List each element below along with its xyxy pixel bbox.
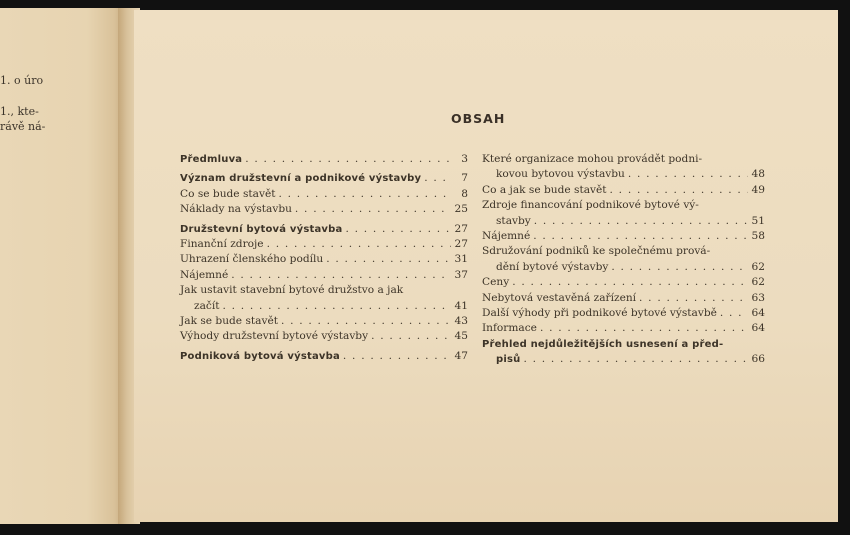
toc-page-number: 62 [751, 260, 765, 273]
toc-entry [482, 229, 765, 244]
toc-entry-title: Předmluva [180, 154, 243, 165]
toc-page-number: 66 [751, 353, 765, 366]
toc-leader-dots [222, 299, 451, 314]
toc-page-number: 7 [461, 172, 468, 185]
toc-entry-line [482, 214, 765, 229]
toc-leader-dots [523, 352, 748, 367]
toc-page-number: 47 [454, 349, 468, 362]
toc-page-number: 51 [751, 214, 765, 227]
toc-left-column [180, 152, 468, 364]
toc-entry-title: Co se bude stavět [180, 187, 276, 200]
toc-entry [482, 337, 765, 368]
toc-entry-title: Nájemné [482, 230, 531, 243]
toc-entry-title: Jak se bude stavět [180, 315, 278, 328]
toc-leader-dots [639, 291, 748, 306]
toc-entry-title: dění bytové výstavby [496, 260, 609, 273]
toc-leader-dots [371, 329, 451, 344]
toc-entry-line [482, 291, 765, 306]
toc-leader-dots [424, 171, 451, 186]
toc-entry-title: Jak ustavit stavební bytové družstvo a jak [180, 284, 404, 297]
toc-entry-title: Sdružování podniků ke společnému prová- [482, 245, 711, 258]
toc-page-number: 64 [751, 307, 765, 320]
toc-page-number: 25 [454, 203, 468, 216]
toc-page-number: 48 [751, 168, 765, 181]
toc-leader-dots [534, 214, 748, 229]
toc-entry [180, 171, 468, 186]
toc-leader-dots [281, 314, 451, 329]
toc-entry-line [482, 260, 765, 275]
toc-entry [180, 202, 468, 217]
toc-entry-line [180, 314, 468, 329]
toc-entry-line [180, 299, 468, 314]
toc-entry [180, 222, 468, 237]
toc-leader-dots [278, 187, 451, 202]
toc-entry-line [482, 229, 765, 244]
left-page-fragment: rávě ná- [0, 120, 46, 133]
toc-page-number: 31 [454, 253, 468, 266]
toc-leader-dots [326, 252, 451, 267]
toc-page-number: 3 [461, 153, 468, 165]
toc-entry-title: Ceny [482, 276, 510, 289]
toc-entry-title: Nebytová vestavěná zařízení [482, 291, 637, 304]
toc-page-number: 58 [751, 230, 765, 243]
toc-entry-title: Náklady na výstavbu [180, 203, 292, 216]
toc-entry-line [482, 321, 765, 336]
toc-entry [180, 268, 468, 283]
toc-entry-title: Přehled nejdůležitějších usnesení a před- [482, 338, 724, 350]
toc-entry-title: Co a jak se bude stavět [482, 183, 607, 196]
toc-entry [180, 152, 468, 167]
toc-entry [482, 198, 765, 229]
toc-entry [180, 283, 468, 314]
toc-entry-line [180, 187, 468, 202]
left-page-fragment: 1. o úro [0, 74, 44, 87]
toc-entry-line [180, 237, 468, 252]
toc-entry-line [482, 152, 765, 167]
toc-page-number: 37 [454, 268, 468, 281]
toc-entry-line [482, 198, 765, 213]
toc-entry-line [180, 202, 468, 217]
toc-entry [180, 252, 468, 267]
toc-leader-dots [512, 275, 748, 290]
toc-entry-title: stavby [496, 214, 531, 227]
toc-entry-line [180, 222, 468, 237]
toc-page-number: 27 [454, 238, 468, 251]
toc-entry-title: Nájemné [180, 268, 229, 281]
toc-entry [482, 306, 765, 321]
toc-page-number: 63 [751, 291, 765, 304]
toc-entry [482, 291, 765, 306]
toc-page-number: 43 [454, 315, 468, 328]
toc-entry-title: Výhody družstevní bytové výstavby [180, 330, 369, 343]
toc-page-number: 27 [454, 222, 468, 235]
toc-entry [180, 314, 468, 329]
toc-entry [180, 187, 468, 202]
toc-entry-line [180, 329, 468, 344]
toc-entry-line [482, 183, 765, 198]
toc-page-number: 49 [751, 183, 765, 196]
toc-leader-dots [533, 229, 748, 244]
toc-entry [482, 183, 765, 198]
toc-entry-title: Další výhody při podnikové bytové výstavbě [482, 307, 717, 320]
toc-page-number: 62 [751, 276, 765, 289]
toc-leader-dots [611, 260, 748, 275]
left-page-fragment: 1., kte- [0, 105, 39, 118]
left-page [0, 8, 124, 524]
toc-entry-title: Informace [482, 322, 537, 335]
toc-entry-title: kovou bytovou výstavbu [496, 168, 625, 181]
toc-entry [482, 244, 765, 275]
toc-leader-dots [245, 152, 451, 167]
toc-entry-title: Finanční zdroje [180, 238, 264, 251]
toc-entry-line [180, 171, 468, 186]
toc-entry [482, 152, 765, 183]
toc-entry [180, 349, 468, 364]
toc-entry-title: Význam družstevní a podnikové výstavby [180, 173, 422, 185]
toc-right-column [482, 152, 765, 368]
toc-page-number: 8 [461, 187, 468, 200]
toc-entry-line [180, 283, 468, 298]
toc-leader-dots [267, 237, 451, 252]
toc-entry-title: začít [194, 299, 220, 312]
toc-entry [482, 321, 765, 336]
toc-leader-dots [231, 268, 451, 283]
toc-entry-line [482, 244, 765, 259]
toc-entry [180, 237, 468, 252]
toc-leader-dots [345, 222, 451, 237]
toc-entry-title: pisů [496, 354, 521, 366]
toc-entry-title: Podniková bytová výstavba [180, 350, 340, 362]
toc-entry-title: Které organizace mohou provádět podni- [482, 153, 703, 165]
toc-entry [180, 329, 468, 344]
toc-page-number: 64 [751, 322, 765, 335]
toc-entry-line [180, 252, 468, 267]
toc-leader-dots [343, 349, 451, 364]
toc-leader-dots [610, 183, 748, 198]
toc-entry-title: Družstevní bytová výstavba [180, 223, 343, 235]
toc-page-number: 45 [454, 330, 468, 343]
toc-entry-title: Zdroje financování podnikové bytové vý- [482, 199, 699, 212]
toc-entry-line [482, 167, 765, 182]
toc-page-number: 41 [454, 299, 468, 312]
toc-entry-line [180, 152, 468, 167]
toc-entry-line [482, 337, 765, 352]
page-title: OBSAH [451, 111, 506, 126]
toc-entry-line [180, 268, 468, 283]
toc-leader-dots [720, 306, 748, 321]
toc-entry-line [482, 306, 765, 321]
toc-entry-line [482, 352, 765, 367]
toc-leader-dots [540, 321, 748, 336]
toc-entry [482, 275, 765, 290]
toc-leader-dots [295, 202, 451, 217]
toc-leader-dots [628, 167, 748, 182]
toc-entry-line [482, 275, 765, 290]
toc-entry-title: Uhrazení členského podílu [180, 253, 324, 266]
toc-entry-line [180, 349, 468, 364]
